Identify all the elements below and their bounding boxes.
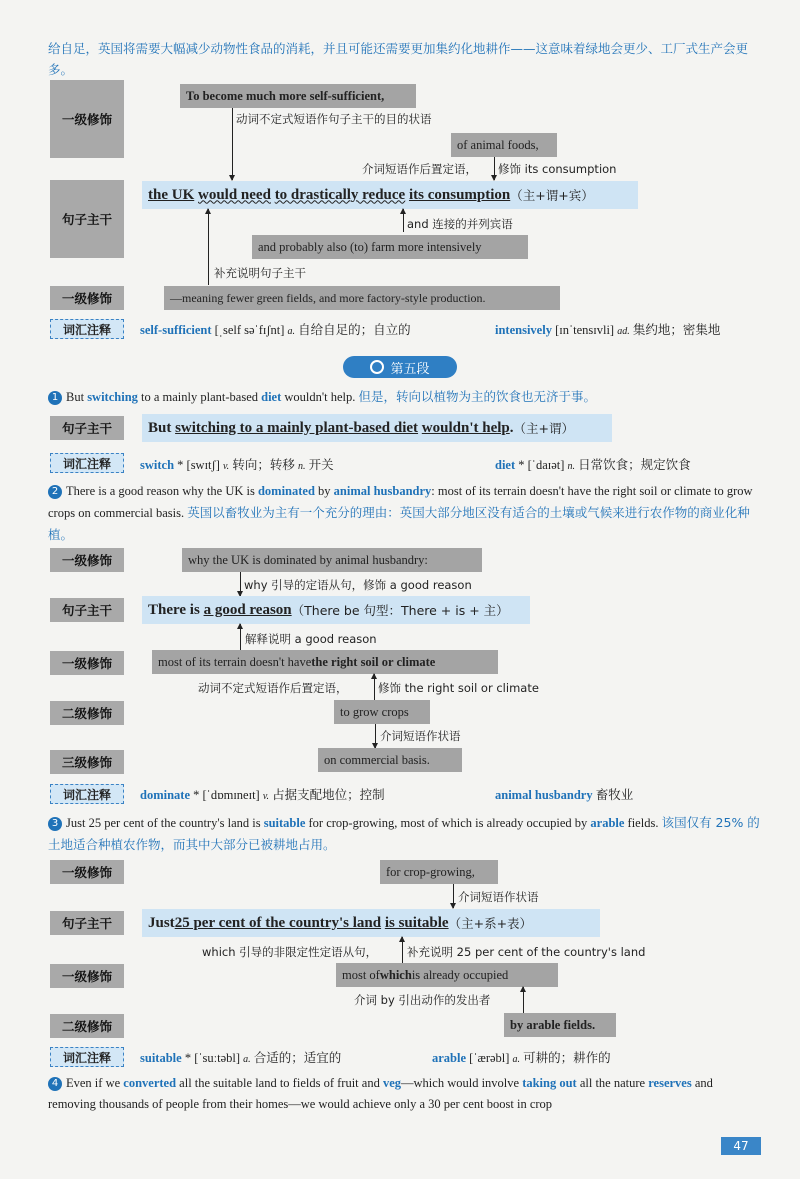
intro-translation: 给自足，英国将需要大幅减少动物性食品的消耗，并且可能还需要更加集约化地耕作——这意味着绿地会更少、工厂式生产会更多。 <box>48 41 749 77</box>
label-level1: 一级修饰 <box>50 286 124 310</box>
label-level3: 三级修饰 <box>50 750 124 774</box>
annotation: 介词短语作后置定语， <box>362 162 477 176</box>
annotation: and 连接的并列宾语 <box>407 217 513 231</box>
sentence-4: 4 Even if we converted all the suitable land to fields of fruit and veg—which would involve taking out all the nature reserves and removing thousands of people from their homes—we would achieve only a 30 per cent boost in crop <box>48 1076 713 1111</box>
label-main: 句子主干 <box>50 911 124 935</box>
label-main: 句子主干 <box>50 416 124 440</box>
annotation: 介词 by 引出动作的发出者 <box>354 993 491 1007</box>
vocab-entry: dominate * [ˈdɒmɪneɪt] v. 占据支配地位；控制 <box>140 787 385 802</box>
modifier-box: by arable fields. <box>504 1013 616 1037</box>
label-level2: 二级修饰 <box>50 1014 124 1038</box>
vocab-entry: arable [ˈærəbl] a. 可耕的；耕作的 <box>432 1050 611 1065</box>
label-vocab: 词汇注释 <box>50 1047 124 1067</box>
annotation: 补充说明 25 per cent of the country's land <box>407 945 646 959</box>
arrow-up <box>374 674 375 700</box>
modifier-box: most of which is already occupied <box>336 963 558 987</box>
vocab-entry: diet * [ˈdaɪət] n. 日常饮食；规定饮食 <box>495 457 691 472</box>
sentence-3: 3 Just 25 per cent of the country's land is suitable for crop-growing, most of which is already occupied by arable fields. 该国仅有 25% 的土地适合种植农作物，而其中大部分已被耕地占用。 <box>48 815 760 852</box>
modifier-box: most of its terrain doesn't have the right soil or climate <box>152 650 498 674</box>
modifier-box: to grow crops <box>334 700 430 724</box>
annotation: 修饰 the right soil or climate <box>378 681 539 695</box>
sentence-1: 1 But switching to a mainly plant-based diet wouldn't help. 但是，转向以植物为主的饮食也无济于事。 <box>48 386 763 408</box>
arrow-up <box>208 209 209 285</box>
vocab-entry: intensively [ɪnˈtensɪvli] ad. 集约地；密集地 <box>495 322 721 337</box>
modifier-box: of animal foods, <box>451 133 557 157</box>
vocab-entry: animal husbandry 畜牧业 <box>495 787 634 802</box>
annotation: why 引导的定语从句，修饰 a good reason <box>244 578 472 592</box>
label-main: 句子主干 <box>50 598 124 622</box>
modifier-box: and probably also (to) farm more intensively <box>252 235 528 259</box>
label-level1: 一级修饰 <box>50 964 124 988</box>
annotation: 介词短语作状语 <box>380 729 461 743</box>
arrow-down <box>494 157 495 180</box>
annotation: 修饰 its consumption <box>498 162 617 176</box>
annotation: 补充说明句子主干 <box>214 266 306 280</box>
arrow-down <box>375 724 376 748</box>
arrow-down <box>232 108 233 180</box>
page-number: 47 <box>721 1137 761 1155</box>
arrow-down <box>240 572 241 596</box>
sentence-main-clause: the UK would need to drastically reduce its consumption （主+谓+宾） <box>142 181 638 209</box>
modifier-box: —meaning fewer green fields, and more factory-style production. <box>164 286 560 310</box>
label-level1: 一级修饰 <box>50 651 124 675</box>
modifier-box: why the UK is dominated by animal husbandry: <box>182 548 482 572</box>
sentence-main-clause: There is a good reason （There be 句型：There + is + 主） <box>142 596 530 624</box>
sentence-main-clause: Just 25 per cent of the country's land is suitable （主+系+表） <box>142 909 600 937</box>
annotation: 动词不定式短语作后置定语， <box>198 681 348 695</box>
label-vocab: 词汇注释 <box>50 453 124 473</box>
sentence-2: 2 There is a good reason why the UK is dominated by animal husbandry: most of its terrain doesn't have the right soil or climate to grow crops on commercial basis. 英国以畜牧业为主有一个充分的理由：英国大部分地区没有适合的土壤或气候来进行农作物的商业化种植。 <box>48 484 753 542</box>
arrow-up <box>403 209 404 232</box>
vocab-entry: switch * [swɪtʃ] v. 转向；转移 n. 开关 <box>140 457 334 472</box>
annotation: 动词不定式短语作句子主干的目的状语 <box>236 112 432 126</box>
label-level1: 一级修饰 <box>50 860 124 884</box>
arrow-up <box>402 937 403 963</box>
label-level2: 二级修饰 <box>50 701 124 725</box>
modifier-box: for crop-growing, <box>380 860 498 884</box>
arrow-up <box>240 624 241 650</box>
modifier-box: on commercial basis. <box>318 748 462 772</box>
arrow-up <box>523 987 524 1013</box>
modifier-box: To become much more self-sufficient, <box>180 84 416 108</box>
label-main: 句子主干 <box>50 180 124 258</box>
annotation: which 引导的非限定性定语从句， <box>202 945 378 959</box>
label-vocab: 词汇注释 <box>50 319 124 339</box>
search-icon <box>370 360 384 374</box>
annotation: 解释说明 a good reason <box>245 632 377 646</box>
annotation: 介词短语作状语 <box>458 890 539 904</box>
vocab-entry: suitable * [ˈsuːtəbl] a. 合适的；适宜的 <box>140 1050 342 1065</box>
label-vocab: 词汇注释 <box>50 784 124 804</box>
label-level1: 一级修饰 <box>50 80 124 158</box>
section-header: 第五段 <box>343 356 457 378</box>
vocab-entry: self-sufficient [ˌself səˈfɪʃnt] a. 自给自足的；自立的 <box>140 322 411 337</box>
arrow-down <box>453 884 454 908</box>
label-level1: 一级修饰 <box>50 548 124 572</box>
sentence-main-clause: But switching to a mainly plant-based diet wouldn't help . （主+谓） <box>142 414 612 442</box>
